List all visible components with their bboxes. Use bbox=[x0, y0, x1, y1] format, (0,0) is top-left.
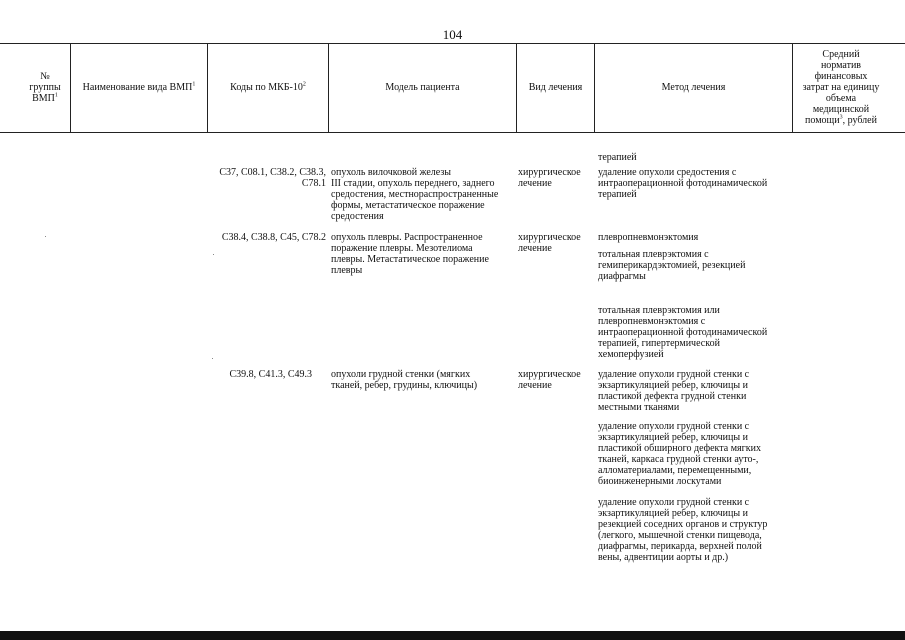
table-row-method: плевропневмонэктомия bbox=[598, 232, 699, 243]
header-vmp-name: Наименование вида ВМП$^1$ bbox=[82, 81, 196, 93]
table-row-method: удаление опухоли грудной стенки с экзартикуляцией ребер, ключицы и резекцией соседних органов и структур (легкого, мышечной стенки пищевода, диафрагмы, перикарда, верхней полой вены, адвентиции аорты и др.) bbox=[598, 497, 768, 563]
table-row-icd-codes: C39.8, C41.3, C49.3 bbox=[229, 369, 312, 380]
table-row-treatment-type: хирургическое лечение bbox=[518, 167, 581, 189]
table-row-patient-model: опухоли грудной стенки (мягких тканей, ребер, грудины, ключицы) bbox=[331, 369, 478, 391]
header-treatment-method: Метод лечения bbox=[661, 82, 726, 93]
header-cost-standard: Средний норматив финансовых затрат на единицу объема медицинской помощи$^3$, рублей bbox=[802, 49, 880, 126]
table-header-bottom-rule bbox=[0, 132, 905, 133]
header-patient-model: Модель пациента bbox=[385, 82, 460, 93]
table-row-method: удаление опухоли грудной стенки с экзартикуляцией ребер, ключицы и пластикой дефекта грудной стенки местными тканями bbox=[598, 369, 750, 413]
table-row-method: удаление опухоли грудной стенки с экзартикуляцией ребер, ключицы и пластикой обширного дефекта мягких тканей, каркаса грудной стенки ауто-, алломатериалами, перемещенными, биоинженерными лоскутами bbox=[598, 421, 761, 487]
scan-speck bbox=[45, 236, 46, 237]
table-row-method: тотальная плеврэктомия с гемиперикардэктомией, резекцией диафрагмы bbox=[598, 249, 746, 282]
page-number: 104 bbox=[442, 27, 463, 42]
table-row-treatment-type: хирургическое лечение bbox=[518, 369, 581, 391]
header-icd-codes: Коды по МКБ-$10^2$ bbox=[230, 81, 306, 93]
table-row-patient-model: опухоль вилочковой железы III стадии, опухоль переднего, заднего средостения, местнораспространенные формы, метастатическое поражение средостения bbox=[331, 167, 499, 222]
table-row-method: тотальная плеврэктомия или плевропневмонэктомия с интраоперационной фотодинамической терапией, гипертермической хемоперфузией bbox=[598, 305, 768, 360]
scan-speck bbox=[212, 358, 213, 359]
table-row-treatment-type: хирургическое лечение bbox=[518, 232, 581, 254]
table-row-icd-codes: C38.4, C38.8, C45, C78.2 bbox=[221, 232, 326, 243]
scan-bottom-edge bbox=[0, 631, 905, 640]
table-row-patient-model: опухоль плевры. Распространенное поражение плевры. Мезотелиома плевры. Метастатическое поражение плевры bbox=[331, 232, 489, 276]
table-row-method: терапией bbox=[598, 152, 637, 163]
header-treatment-type: Вид лечения bbox=[528, 82, 583, 93]
scan-speck bbox=[213, 254, 214, 255]
header-group-number: № группы ВМП$^1$ bbox=[29, 71, 61, 104]
table-row-method: удаление опухоли средостения с интраоперационной фотодинамической терапией bbox=[598, 167, 768, 200]
table-row-icd-codes: C37, C08.1, C38.2, C38.3, C78.1 bbox=[219, 167, 326, 189]
